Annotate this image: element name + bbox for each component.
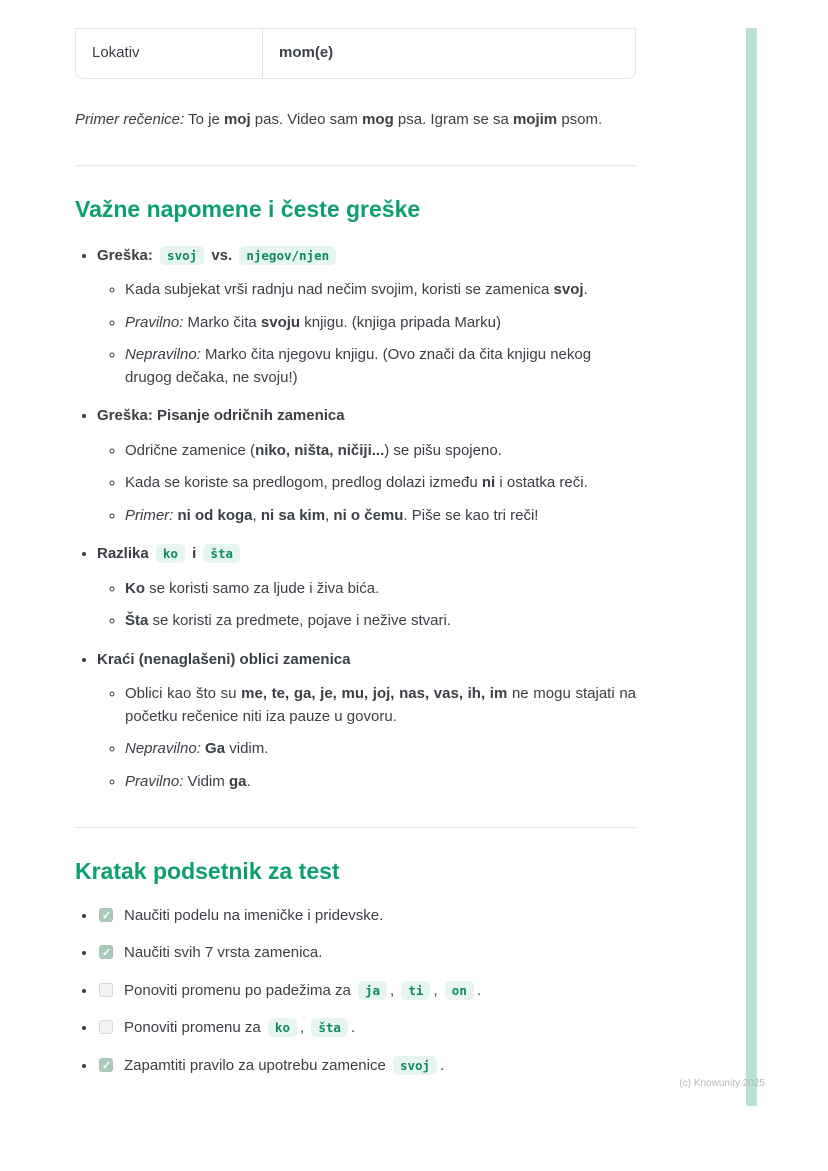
note-sub-item	[125, 440, 636, 463]
section-divider	[75, 827, 636, 828]
text-segment: Šta	[125, 612, 149, 629]
checklist	[75, 905, 636, 1078]
declension-table-fragment	[75, 28, 636, 79]
note-item-heading	[97, 405, 636, 428]
note-item	[97, 543, 636, 633]
text-segment: ni od koga	[177, 506, 253, 524]
text-segment: ne mogu stajati na početku rečenice niti iza pauze u govoru.	[125, 685, 637, 725]
checkbox[interactable]	[99, 983, 113, 997]
note-sub-list	[97, 578, 636, 633]
text-segment: vidim.	[225, 740, 269, 757]
text-segment: Kada subjekat vrši radnju nad nečim svojim, koristi se zamenica	[125, 281, 554, 298]
text-segment: .	[583, 281, 588, 298]
text-segment: Primer rečenice:	[75, 110, 185, 128]
text-segment: se koristi samo za ljude i živa bića.	[145, 579, 380, 597]
table-cell-case: Lokativ	[76, 29, 263, 78]
text-segment: Zapamtiti pravilo za upotrebu zamenice	[124, 1056, 390, 1074]
example-sentence	[75, 109, 636, 132]
note-sub-item	[125, 683, 636, 728]
text-segment: Ko	[125, 579, 145, 597]
inline-code-badge: on	[445, 981, 474, 1000]
checkbox[interactable]	[99, 1020, 113, 1034]
text-segment: psom.	[557, 110, 603, 128]
scrollbar-thumb[interactable]	[746, 28, 757, 1106]
check-item	[97, 1055, 636, 1078]
table-cell-form: mom(e)	[279, 44, 334, 61]
text-segment: vs.	[207, 246, 237, 264]
inline-code-badge: ko	[156, 544, 185, 563]
text-segment: Greška: Pisanje odričnih zamenica	[97, 407, 345, 424]
text-segment: .	[476, 981, 482, 999]
text-segment: ni	[481, 474, 496, 491]
text-segment: .	[246, 772, 251, 790]
text-segment: Marko čita njegovu knjigu. (Ovo znači da čita knjigu nekog drugog dečaka, ne svoju!)	[125, 346, 592, 386]
note-sub-item	[125, 472, 636, 495]
note-sub-item	[125, 610, 636, 633]
note-sub-item	[125, 312, 636, 335]
text-segment: ,	[299, 1019, 309, 1036]
checklist-section-title: Kratak podsetnik za test	[75, 858, 340, 884]
note-item	[97, 649, 636, 794]
check-item-text	[124, 1057, 444, 1074]
text-segment: Kraći (nenaglašeni) oblici zamenica	[97, 650, 351, 668]
text-segment: Marko čita	[183, 313, 261, 331]
note-item-heading	[97, 649, 636, 672]
text-segment: Kada se koriste sa predlogom, predlog dolazi između	[125, 474, 482, 491]
check-item	[97, 980, 636, 1003]
note-sub-item	[125, 738, 636, 761]
text-segment: mog	[362, 110, 394, 128]
text-segment: psa. Igram se sa	[393, 110, 513, 128]
note-item	[97, 405, 636, 527]
text-segment: Ponoviti promenu za	[124, 1019, 265, 1036]
text-segment: Razlika	[97, 545, 153, 562]
check-item	[97, 1017, 636, 1040]
check-item-text	[124, 944, 322, 961]
text-segment: i	[187, 545, 201, 562]
note-sub-item	[125, 505, 636, 528]
inline-code-badge: svoj	[160, 246, 204, 265]
note-sub-item	[125, 279, 636, 302]
text-segment: Ga	[205, 740, 226, 757]
note-item-heading	[97, 543, 636, 566]
text-segment: . Piše se kao tri reči!	[403, 506, 539, 524]
text-segment: ,	[325, 506, 334, 524]
text-segment: knjigu. (knjiga pripada Marku)	[300, 313, 502, 331]
text-segment: i ostatka reči.	[495, 474, 588, 491]
inline-code-badge: šta	[203, 544, 240, 563]
inline-code-badge: ko	[268, 1018, 297, 1037]
inline-code-badge: ja	[358, 981, 387, 1000]
text-segment: ,	[252, 506, 261, 524]
text-segment: Naučiti svih 7 vrsta zamenica.	[124, 944, 323, 961]
note-item	[97, 245, 636, 390]
text-segment: .	[350, 1019, 356, 1036]
text-segment: ni sa kim	[260, 506, 326, 524]
text-segment: Oblici kao što su	[125, 685, 242, 702]
text-segment: ,	[433, 981, 442, 999]
text-segment: Vidim	[183, 772, 229, 790]
text-segment: Odrične zamenice (	[125, 441, 256, 459]
checkbox[interactable]	[99, 908, 113, 922]
text-segment: moj	[223, 110, 251, 128]
section-divider	[75, 165, 636, 166]
document-content	[75, 28, 636, 1092]
text-segment: me, te, ga, je, mu, joj, nas, vas, ih, im	[241, 685, 508, 702]
text-segment: svoj	[553, 281, 584, 298]
text-segment: mojim	[512, 110, 558, 128]
text-segment: ,	[390, 981, 399, 999]
check-item	[97, 942, 636, 965]
note-sub-item	[125, 578, 636, 601]
text-segment: svoju	[260, 313, 301, 331]
inline-code-badge: njegov/njen	[239, 246, 336, 265]
text-segment: Ponoviti promenu po padežima za	[124, 981, 355, 999]
notes-section-title: Važne napomene i česte greške	[75, 196, 421, 222]
check-item	[97, 905, 636, 928]
note-sub-list	[97, 440, 636, 528]
text-segment: Nepravilno:	[125, 346, 201, 363]
watermark: (c) Knowunity 2025	[679, 1078, 765, 1089]
inline-code-badge: šta	[311, 1018, 348, 1037]
inline-code-badge: ti	[401, 981, 430, 1000]
text-segment: niko, ništa, ničiji...	[255, 441, 385, 459]
note-sub-item	[125, 771, 636, 794]
note-sub-item	[125, 344, 636, 389]
check-item-text	[124, 982, 481, 999]
text-segment: To je	[184, 110, 224, 128]
note-sub-list	[97, 279, 636, 389]
check-item-text	[124, 1019, 355, 1036]
text-segment: ni o čemu	[333, 506, 404, 524]
text-segment: Primer:	[125, 506, 174, 524]
check-item-text	[124, 907, 383, 924]
text-segment: ga	[228, 772, 247, 790]
inline-code-badge: svoj	[393, 1056, 437, 1075]
text-segment: Greška:	[97, 246, 158, 264]
text-segment: pas. Video sam	[250, 110, 363, 128]
text-segment: se koristi za predmete, pojave i nežive stvari.	[148, 612, 451, 629]
text-segment: Pravilno:	[125, 772, 184, 790]
text-segment: ) se pišu spojeno.	[384, 441, 502, 459]
checkbox[interactable]	[99, 945, 113, 959]
notes-list	[75, 245, 636, 794]
note-item-heading	[97, 245, 636, 268]
text-segment: .	[440, 1056, 445, 1074]
text-segment: Pravilno:	[125, 313, 184, 331]
text-segment: Naučiti podelu na imeničke i pridevske.	[124, 906, 384, 924]
checkbox[interactable]	[99, 1058, 113, 1072]
note-sub-list	[97, 683, 636, 793]
text-segment: Nepravilno:	[125, 740, 201, 757]
